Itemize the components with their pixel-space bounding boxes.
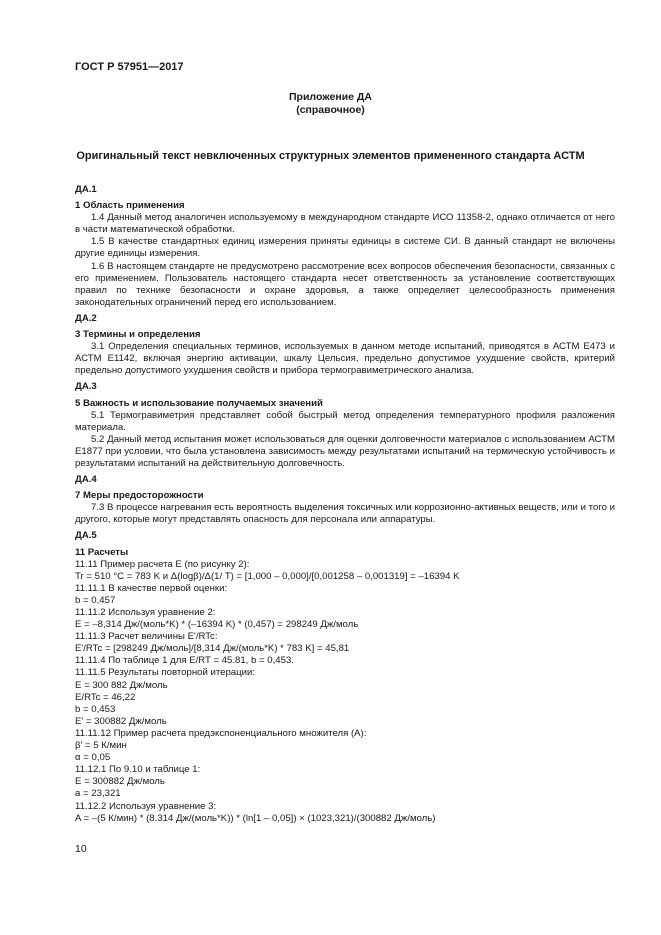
calc-line: 11.11.4 По таблице 1 для E/RT = 45.81, b = 0,453. (75, 655, 294, 667)
section-label: ДА.2 (75, 312, 97, 324)
document-header: ГОСТ Р 57951—2017 (75, 61, 184, 73)
calc-line: 11.12.2 Используя уравнение 3: (75, 800, 217, 812)
calc-line: 11.11.5 Результаты повторной итерации: (75, 667, 256, 679)
calc-line: A = –(5 К/мин) * (8.314 Дж/(моль*K)) * (ln[1 – 0,05]) × (1023,321)/(300882 Дж/моль) (75, 812, 436, 824)
section-da2 (75, 313, 615, 377)
section-label: ДА.4 (75, 474, 97, 486)
calc-line: Tr = 510 °C = 783 K и Δ(logβ)/Δ(1/ T) = [1,000 – 0,000]/[0,001258 – 0,001319] = –16394 K (75, 570, 460, 582)
section-heading: 3 Термины и определения (75, 329, 201, 341)
paragraph: 7.3 В процессе нагревания есть вероятность выделения токсичных или коррозионно-активных веществ, или и того и другого, которые могут представлять опасность для персонала или аппаратуры. (75, 502, 615, 526)
section-label: ДА.5 (75, 530, 97, 542)
annex-title: Приложение ДА (289, 91, 372, 103)
section-heading: 1 Область применения (75, 200, 185, 212)
section-heading: 11 Расчеты (75, 546, 129, 558)
calc-line: 11.11.2 Используя уравнение 2: (75, 607, 216, 618)
calc-line: β' = 5 К/мин (75, 740, 127, 752)
calc-line: 11.11.12 Пример расчета предэкспоненциального множителя (A): (75, 727, 367, 739)
paragraph: 1.5 В качестве стандартных единиц измерения приняты единицы в системе СИ. В данный стандарт не включены другие единицы измерения. (75, 236, 615, 260)
annex-subtitle: (справочное) (296, 104, 365, 116)
section-da1 (75, 184, 615, 309)
calc-line: b = 0,453 (75, 703, 116, 715)
section-label: ДА.3 (75, 381, 97, 393)
paragraph: 5.2 Данный метод испытания может использоваться для оценки долговечности материалов с использованием АСТМ Е1877 при условии, что была установлена зависимость между результатами испытаний на термическую устойчивость и результатами испытаний на действительную долговечность. (75, 433, 615, 469)
section-label: ДА.1 (75, 184, 97, 195)
calc-line: 11.12.1 По 9.10 и таблице 1: (75, 764, 201, 776)
section-da5 (75, 530, 615, 824)
section-heading: 7 Меры предосторожности (75, 490, 204, 502)
section-da3 (75, 381, 615, 470)
page-number: 10 (75, 843, 87, 855)
paragraph: 1.4 Данный метод аналогичен используемому в международном стандарте ИСО 11358-2, однако отличается от него в части математической обработки. (75, 212, 615, 236)
section-da4 (75, 474, 615, 526)
document-body (75, 184, 615, 825)
main-title: Оригинальный текст невключенных структурных элементов примененного стандарта АСТМ (76, 150, 585, 162)
calc-line: 11.11.1 В качестве первой оценки: (75, 582, 228, 594)
section-heading: 5 Важность и использование получаемых значений (75, 397, 323, 409)
calc-line: E = 300882 Дж/моль (75, 776, 165, 788)
calc-line: E = –8,314 Дж/(моль*K) * (–16394 K) * (0,457) = 298249 Дж/моль (75, 619, 359, 631)
calc-line: E' = 300882 Дж/моль (75, 715, 167, 727)
calc-line: E = 300 882 Дж/моль (75, 679, 168, 691)
calc-line: b = 0,457 (75, 594, 116, 606)
calc-line: 11.11 Пример расчета E (по рисунку 2): (75, 558, 250, 570)
calc-line: 11.11.3 Расчет величины E'/RTc: (75, 631, 218, 643)
paragraph: 1.6 В настоящем стандарте не предусмотрено рассмотрение всех вопросов обеспечения безопасности, связанных с его применением. Пользователь настоящего стандарта несет ответственность за установление соответствующих правил по технике безопасности и охране здоровья, а также определяет целесообразность применения законодательных ограничений перед его использованием. (75, 260, 615, 308)
paragraph: 3.1 Определения специальных терминов, используемых в данном методе испытаний, приводятся в АСТМ Е473 и АСТМ Е1142, включая энергию активации, шкалу Цельсия, предельно допустимое ухудшение свойств, критерий предельно допустимого ухудшения свойств и прибора термогравиметрического анализа. (75, 341, 615, 377)
calc-line: α = 0,05 (75, 752, 111, 764)
calc-line: a = 23,321 (75, 788, 121, 800)
calc-line: E'/RTc = [298249 Дж/моль]/[8,314 Дж/(моль*K) * 783 K] = 45,81 (75, 643, 350, 655)
paragraph: 5.1 Термогравиметрия представляет собой быстрый метод определения температурного профиля разложения материала. (75, 409, 615, 433)
calc-line: E/RTc = 46,22 (75, 691, 136, 703)
